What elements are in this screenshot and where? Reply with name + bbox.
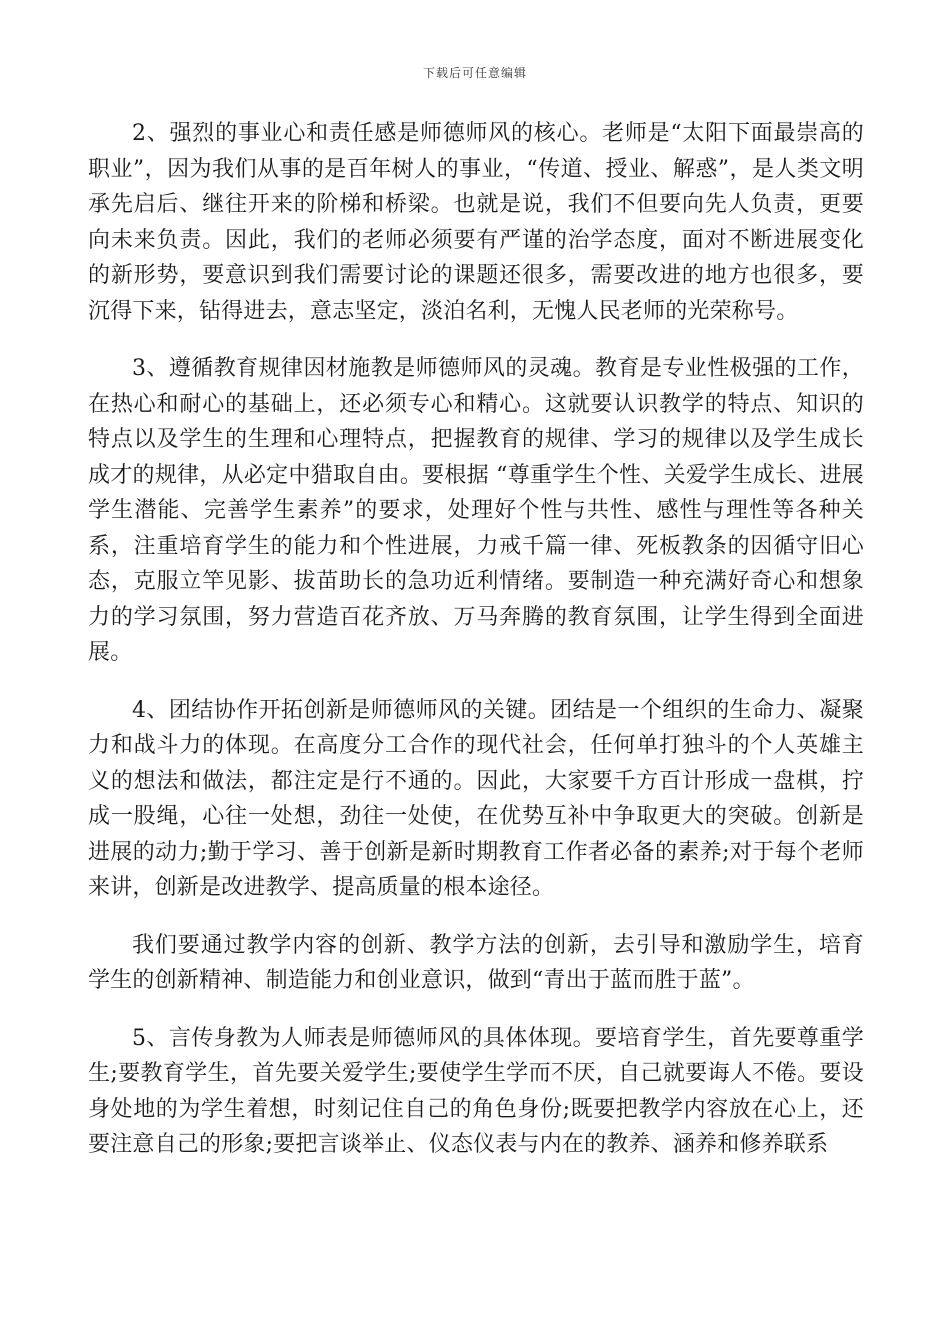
document-body — [88, 116, 864, 1185]
paragraph-3: 3、遵循教育规律因材施教是师德师风的灵魂。教育是专业性极强的工作，在热心和耐心的基础上，还必须专心和精心。这就要认识教学的特点、知识的特点以及学生的生理和心理特点，把握教育的规律、学习的规律以及学生成长成才的规律，从必定中猎取自由。要根据 “尊重学生个性、关爱学生成长、进展学生潜能、完善学生素养”的要求，处理好个性与共性、感性与理性等各种关系，注重培育学生的能力和个性进展，力戒千篇一律、死板教条的因循守旧心态，克服立竿见影、拔苗助长的急功近利情绪。要制造一种充满好奇心和想象力的学习氛围，努力营造百花齐放、万马奔腾的教育氛围，让学生得到全面进展。 — [88, 356, 864, 665]
paragraph-4: 4、团结协作开拓创新是师德师风的关键。团结是一个组织的生命力、凝聚力和战斗力的体现。在高度分工合作的现代社会，任何单打独斗的个人英雄主义的想法和做法，都注定是行不通的。因此，大家要千方百计形成一盘棋，拧成一股绳，心往一处想，劲往一处使，在优势互补中争取更大的突破。创新是进展的动力;勤于学习、善于创新是新时期教育工作者必备的素养;对于每个老师来讲，创新是改进教学、提高质量的根本途径。 — [88, 697, 864, 900]
header-note: 下载后可任意编辑 — [422, 66, 527, 80]
paragraph-innovation: 我们要通过教学内容的创新、教学方法的创新，去引导和激励学生，培育学生的创新精神、制造能力和创业意识，做到“青出于蓝而胜于蓝”。 — [88, 932, 864, 993]
paragraph-5: 5、言传身教为人师表是师德师风的具体体现。要培育学生，首先要尊重学生;要教育学生，首先要关爱学生;要使学生学而不厌，自己就要诲人不倦。要设身处地的为学生着想，时刻记住自己的角色身份;既要把教学内容放在心上，还要注意自己的形象;要把言谈举止、仪态仪表与内在的教养、涵养和修养联系 — [88, 1025, 864, 1157]
paragraph-2: 2、强烈的事业心和责任感是师德师风的核心。老师是“太阳下面最崇高的职业”，因为我们从事的是百年树人的事业，“传道、授业、解惑”，是人类文明承先启后、继往开来的阶梯和桥梁。也就是说，我们不但要向先人负责，更要向未来负责。因此，我们的老师必须要有严谨的治学态度，面对不断进展变化的新形势，要意识到我们需要讨论的课题还很多，需要改进的地方也很多，要沉得下来，钻得进去，意志坚定，淡泊名利，无愧人民老师的光荣称号。 — [88, 121, 864, 324]
